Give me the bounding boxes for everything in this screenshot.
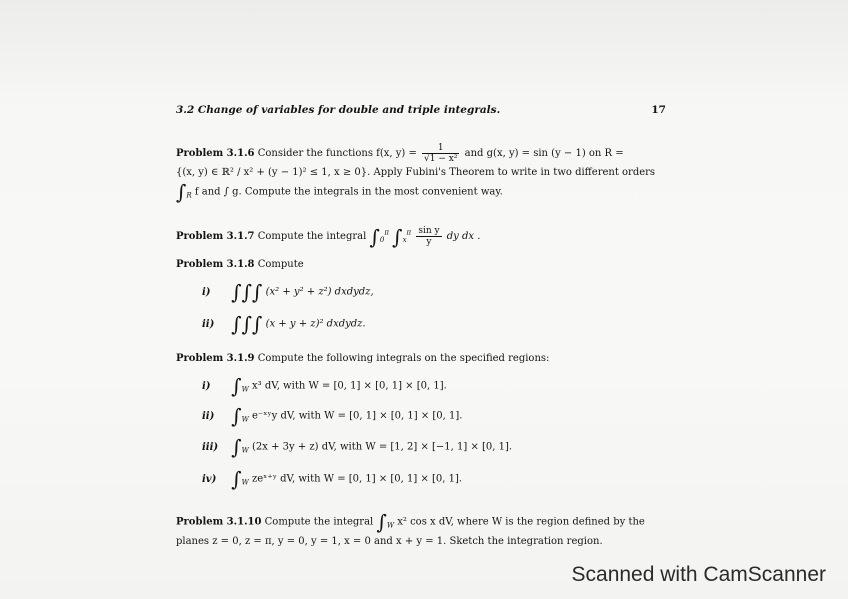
integral-sign: ∫ xyxy=(231,435,242,459)
problem-3-1-6-line-1 xyxy=(176,143,624,164)
running-header xyxy=(176,104,666,120)
problem-3-1-9: Problem 3.1.9 Compute the following integrals on the specified regions: xyxy=(176,353,550,364)
integral-sign: ∫ xyxy=(231,467,242,491)
integral-sign: ∫ xyxy=(231,404,242,428)
problem-title: Problem 3.1.8 xyxy=(176,259,255,270)
integral-sign: ∫ xyxy=(176,180,187,204)
problem-3-1-6-line-2: {(x, y) ∈ ℝ² / x² + (y − 1)² ≤ 1, x ≥ 0}. Apply Fubini's Theorem to write in two different orders xyxy=(176,167,656,178)
section-title: 3.2 Change of variables for double and triple integrals. xyxy=(176,104,501,116)
problem-title: Problem 3.1.10 xyxy=(176,516,262,528)
problem-3-1-7: Problem 3.1.7 Compute the integral $\int_0^\pi$ $\int_x^\pi$ $\frac{\text{sin y}}{y}$ dy dx . xyxy=(176,224,481,249)
problem-3-1-10-line-2: planes z = 0, z = π, y = 0, y = 1, x = 0 and x + y = 1. Sketch the integration region. xyxy=(176,536,603,547)
problem-title: Problem 3.1.9 xyxy=(176,353,255,364)
problem-3-1-8: Problem 3.1.8 Compute xyxy=(176,259,304,270)
problem-title: Problem 3.1.6 xyxy=(176,148,255,159)
problem-3-1-6-line-3: $\int_R$ f and ∫ g. Compute the integrals in the most convenient way. xyxy=(176,180,503,204)
problem-3-1-10-line-1: Problem 3.1.10 Compute the integral $\int_W$ x² cos x dV, where W is the region defined by the xyxy=(176,510,645,534)
list-item: iv) $\int_W$ zeˣ⁺ʸ dV, with W = [0, 1] × [0, 1] × [0, 1]. xyxy=(202,467,463,491)
list-item: ii) $\int_W$ e⁻ˣʸy dV, with W = [0, 1] × [0, 1] × [0, 1]. xyxy=(202,404,463,428)
problem-text: Consider the functions f(x, y) = xyxy=(257,148,417,159)
integral-sign: ∫∫∫ xyxy=(231,280,263,304)
camscanner-watermark: Scanned with CamScanner xyxy=(571,563,826,586)
page-number: 17 xyxy=(651,104,666,116)
list-item: iii) $\int_W$ (2x + 3y + z) dV, with W = [1, 2] × [−1, 1] × [0, 1]. xyxy=(202,435,513,459)
integral-sign: ∫ xyxy=(392,224,403,249)
list-item: i) ∫∫∫ (x² + y² + z²) dxdydz, xyxy=(202,280,374,304)
list-item: ii) ∫∫∫ (x + y + z)² dxdydz. xyxy=(202,312,366,336)
problem-text: and g(x, y) = sin (y − 1) on R = xyxy=(464,148,624,159)
integral-sign: ∫∫∫ xyxy=(231,312,263,336)
integral-sign: ∫ xyxy=(376,510,387,534)
integral-sign: ∫ xyxy=(369,224,380,249)
problem-title: Problem 3.1.7 xyxy=(176,231,255,242)
fraction: $\frac{1}{\text{√1 − x²}}$ xyxy=(424,143,458,164)
fraction: $\frac{\text{sin y}}{y}$ xyxy=(418,226,440,247)
list-item: i) $\int_W$ x³ dV, with W = [0, 1] × [0, 1] × [0, 1]. xyxy=(202,374,447,398)
integral-sign: ∫ xyxy=(231,374,242,398)
